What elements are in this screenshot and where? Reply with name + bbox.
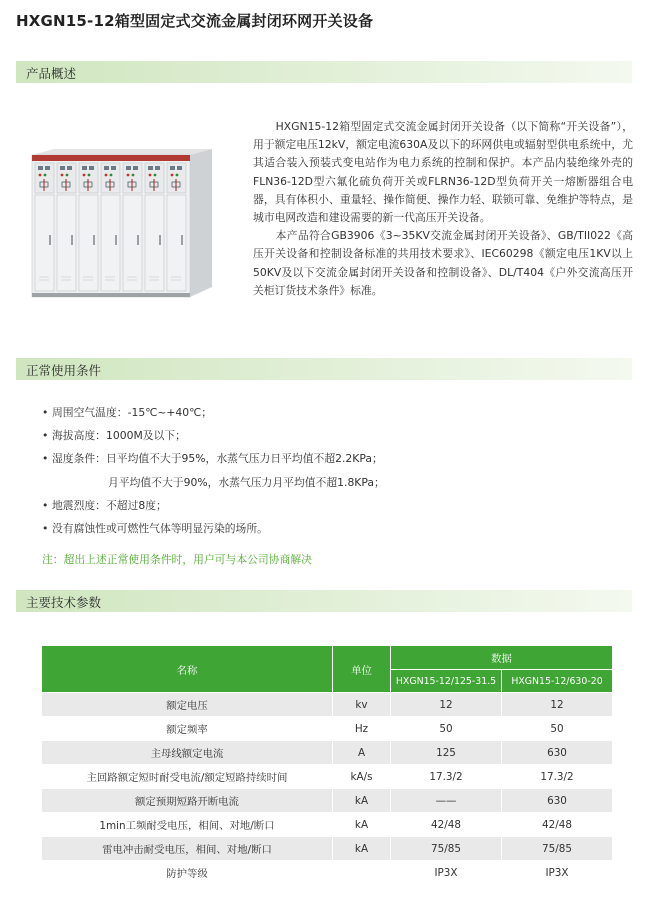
bullet-icon: • (42, 406, 49, 419)
bullet-icon: • (42, 429, 49, 442)
section-header-overview (16, 61, 632, 83)
table-row (42, 861, 613, 885)
section-header-params (16, 590, 632, 612)
cell-value-1: 17.3/2 (391, 765, 502, 789)
spec-table (41, 645, 613, 885)
header-model-1: HXGN15-12/125-31.5 (391, 670, 502, 693)
cell-value-2: 12 (502, 693, 613, 717)
cell-value-2: 630 (502, 789, 613, 813)
overview-paragraph: 本产品符合GB3906《3~35KV交流金属封闭开关设备》、GB/TII022《高压开关设备和控制设备标准的共用技术要求》、IEC60298《额定电压1KV以上50KV及以下交流金属封闭开关设备和控制设备》、DL/T404《户外交流高压开关柜订货技术条件》标准。 (253, 229, 633, 297)
cell-name: 额定频率 (42, 717, 333, 741)
cell-value-2: 75/85 (502, 837, 613, 861)
cell-unit (333, 861, 391, 885)
table-row (42, 837, 613, 861)
overview-text (253, 118, 633, 300)
cell-unit: kA (333, 789, 391, 813)
product-image (30, 147, 214, 307)
table-row (42, 741, 613, 765)
list-item: • 没有腐蚀性或可燃性气体等明显污染的场所。 (42, 522, 268, 535)
cell-unit: kA/s (333, 765, 391, 789)
cell-unit: kA (333, 813, 391, 837)
section-header-conditions (16, 358, 632, 380)
cell-value-2: IP3X (502, 861, 613, 885)
bullet-icon: • (42, 452, 49, 465)
cell-value-1: 125 (391, 741, 502, 765)
cell-name: 主回路额定短时耐受电流/额定短路持续时间 (42, 765, 333, 789)
section-title-conditions: 正常使用条件 (26, 363, 102, 378)
header-unit: 单位 (333, 646, 391, 693)
list-item: • 地震烈度：不超过8度； (42, 499, 167, 512)
cell-value-1: —— (391, 789, 502, 813)
cell-unit: kv (333, 693, 391, 717)
cell-name: 雷电冲击耐受电压，相间、对地/断口 (42, 837, 333, 861)
cell-name: 额定预期短路开断电流 (42, 789, 333, 813)
cell-name: 额定电压 (42, 693, 333, 717)
section-title-params: 主要技术参数 (26, 595, 102, 610)
cell-name: 防护等级 (42, 861, 333, 885)
humidity-monthly-line: 月平均值不大于90%，水蒸气压力月平均值不超1.8KPa； (108, 476, 385, 489)
cell-unit: A (333, 741, 391, 765)
cell-value-1: 12 (391, 693, 502, 717)
note-text: 注：超出上述正常使用条件时，用户可与本公司协商解决 (42, 553, 312, 566)
table-row (42, 789, 613, 813)
list-item: • 海拔高度：1000M及以下； (42, 429, 186, 442)
list-item: • 湿度条件：日平均值不大于95%，水蒸气压力日平均值不超2.2KPa； (42, 452, 383, 465)
cell-unit: Hz (333, 717, 391, 741)
section-title-overview: 产品概述 (26, 66, 77, 81)
table-row (42, 813, 613, 837)
header-name: 名称 (42, 646, 333, 693)
bullet-icon: • (42, 522, 49, 535)
table-row (42, 693, 613, 717)
cell-value-1: IP3X (391, 861, 502, 885)
cell-value-1: 50 (391, 717, 502, 741)
cell-name: 1min工频耐受电压，相间、对地/断口 (42, 813, 333, 837)
cell-name: 主母线额定电流 (42, 741, 333, 765)
list-item: • 周围空气温度：-15℃~+40℃； (42, 406, 213, 419)
header-data: 数据 (391, 646, 613, 670)
cell-value-2: 50 (502, 717, 613, 741)
cell-unit: kA (333, 837, 391, 861)
overview-paragraph: HXGN15-12箱型固定式交流金属封闭开关设备（以下简称“开关设备”），用于额定电压12kV，额定电流630A及以下的环网供电或辐射型供电系统中，尤其适合装入预装式变电站作为电力系统的控制和保护。本产品内装绝缘外壳的FLN36-12D型六氟化硫负荷开关或FLRN36-12D型负荷开关一熔断器组合电器，具有体积小、重量轻、操作简便、操作力轻、联锁可靠、免维护等特点，是城市电网改造和建设需要的新一代高压开关设备。 (253, 120, 633, 225)
cell-value-2: 17.3/2 (502, 765, 613, 789)
header-model-2: HXGN15-12/630-20 (502, 670, 613, 693)
page-title: HXGN15-12箱型固定式交流金属封闭环网开关设备 (16, 12, 374, 30)
bullet-icon: • (42, 499, 49, 512)
table-row (42, 765, 613, 789)
cell-value-2: 42/48 (502, 813, 613, 837)
table-row (42, 717, 613, 741)
cell-value-1: 75/85 (391, 837, 502, 861)
cell-value-1: 42/48 (391, 813, 502, 837)
cell-value-2: 630 (502, 741, 613, 765)
